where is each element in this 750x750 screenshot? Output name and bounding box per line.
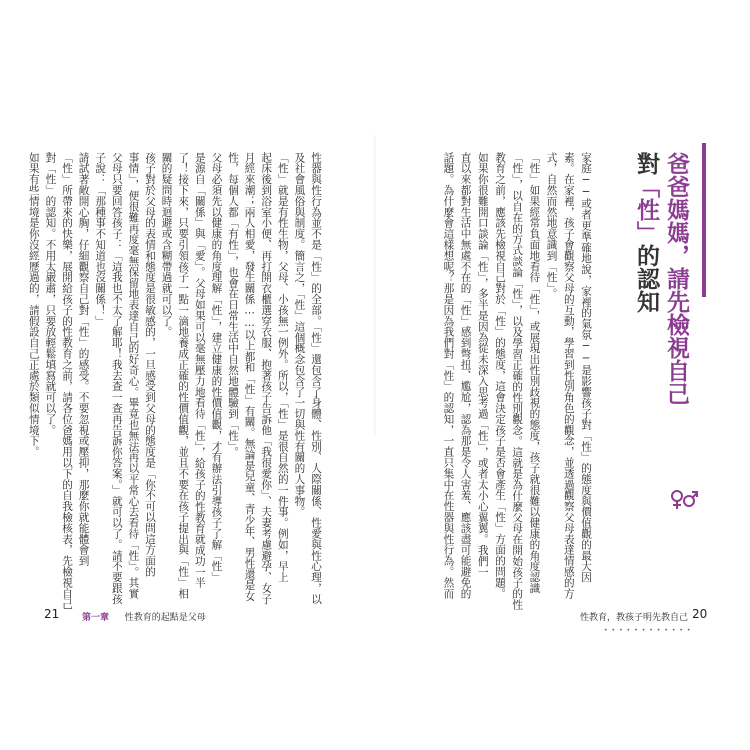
left-body-column: 「性」所帶來的快樂，展開給孩子的性教育之前，請各位爸媽用以下的自我檢核表，先檢視自己 <box>61 152 73 610</box>
left-body-column: 性，每個人都「有性」，也會在日常生活中自然地體驗到「性」。 <box>227 152 239 458</box>
left-body-column: 孩子對於父母的表情和態度是很敏感的，一旦感受到父母的態度是「你不可以問這方面的 <box>144 152 156 578</box>
right-footer-title: 性教育，教孩子明先教自己 <box>580 613 689 623</box>
left-body-column: 關的疑問時迴避或含糊帶過就可以了。 <box>160 152 173 338</box>
left-body-column: 性器與性行為並不是「性」的全部。「性」還包含了身體、性別、人際關係、性愛與性心理，以 <box>310 152 322 605</box>
left-body-column: 請試著敞開心胸，仔細觀察自己對「性」的感受。不要忽視或壓抑，那麼你就能體會到 <box>77 152 90 567</box>
left-body-column: 子說：「那種事不知道也沒關係！」 <box>94 152 107 327</box>
left-body-column: 月經來潮；兩人相愛，發生關係……以上都和「性」有關。無論是兒童、青少年、男性還是女 <box>243 152 256 602</box>
left-footer <box>82 610 206 623</box>
left-body-column: 是源自「關係」與「愛」。父母如果可以毫無壓力地看待「性」，給孩子的性教育就成功一半 <box>193 152 206 589</box>
right-body-column: 家庭──或者更準確地說，家裡的氣氛──是影響孩子對「性」的態度與價值觀的最大因 <box>580 152 592 583</box>
title-accent-bar <box>702 143 706 297</box>
right-body-column: 「性」，以自在的方式談論「性」，以及學習正確的性別觀念。這就是為什麼父母在開始孩子的性 <box>511 152 524 611</box>
page-gutter <box>374 135 376 435</box>
footer-dots: •••••••••••• <box>604 627 695 634</box>
chapter-label: 第一章 <box>82 613 110 623</box>
right-page-number: 20 <box>692 607 708 621</box>
right-body-column: 「性」如果經常負面地看待「性」，或展現出性別歧視的態度，孩子就很難以健康的角度認識 <box>528 152 541 594</box>
right-body-column: 素。在家裡，孩子會觀察父母的互動，學習到性別角色的觀念，並透過觀察父母表達情感的方 <box>562 152 575 599</box>
left-page-number: 21 <box>44 607 60 621</box>
right-body-column: 教育之前，應該先檢視自己對於「性」的態度，這會決定孩子是否會產生「性」方面的問題。 <box>494 152 506 599</box>
left-body-column: 了！接下來，只要引領孩子一點一滴地養成正確的性價值觀，並且不要在孩子提出與「性」相 <box>177 152 190 599</box>
left-body-column: 對「性」的認知。不用太嚴肅，只要放輕鬆填寫就可以了。 <box>44 152 57 436</box>
right-body-column: 式，自然而然地意識到「性」。 <box>545 152 558 300</box>
left-body-column: 如果有些情境是你沒經歷過的，請假設自己正處於類似情境下。 <box>27 152 40 458</box>
left-body-column: 及社會風俗與制度。簡言之，「性」這個概念包含了一切與性有關的人事物。 <box>293 152 306 518</box>
right-body-column: 話題。為什麼會這樣想呢？那是因為我們對「性」的認知，一直只集中在性器與性行為。然而 <box>442 152 455 599</box>
left-body-column: 起床後到浴室小便、再打開衣櫃選穿衣服、抱著孩子告訴他「我很愛你」、夫妻考慮避孕、女子 <box>260 152 273 605</box>
right-body-column: 如果你很難開口談論「性」，多半是因為從未深入思考過「性」，或者太小心翼翼。我們一 <box>476 152 489 578</box>
left-body-column: 事情」，便很難再度毫無保留地表達自己的好奇心。畢竟也無法再以平常心去看待「性」。其實 <box>127 152 140 600</box>
chapter-title-line1: 爸爸媽媽，請先檢視自己 <box>663 152 689 405</box>
chapter-title-line2: 對「性」的認知 <box>633 152 659 313</box>
left-body-column: 父母必須先以健康的角度理解「性」，建立健康的性價值觀，才有辦法引導孩子了解「性」 <box>210 152 223 583</box>
right-body-column: 直以來都對生活中無處不在的「性」感到彆扭、尷尬，認為那是令人害羞、應該盡可能避免的 <box>459 152 472 599</box>
left-body-column: 「性」就是有性生物，父母、小孩無一例外。所以，「性」是很自然的一件事。例如，早上 <box>276 152 289 583</box>
left-body-column: 父母只要回答孩子：「這我也不太了解耶！我去查一查再告訴你答案。」就可以了。請不要跟孩 <box>110 152 123 605</box>
right-footer <box>580 610 688 623</box>
left-footer-title: 性教育的起點是父母 <box>124 613 206 623</box>
gender-symbols-icon <box>666 482 700 516</box>
